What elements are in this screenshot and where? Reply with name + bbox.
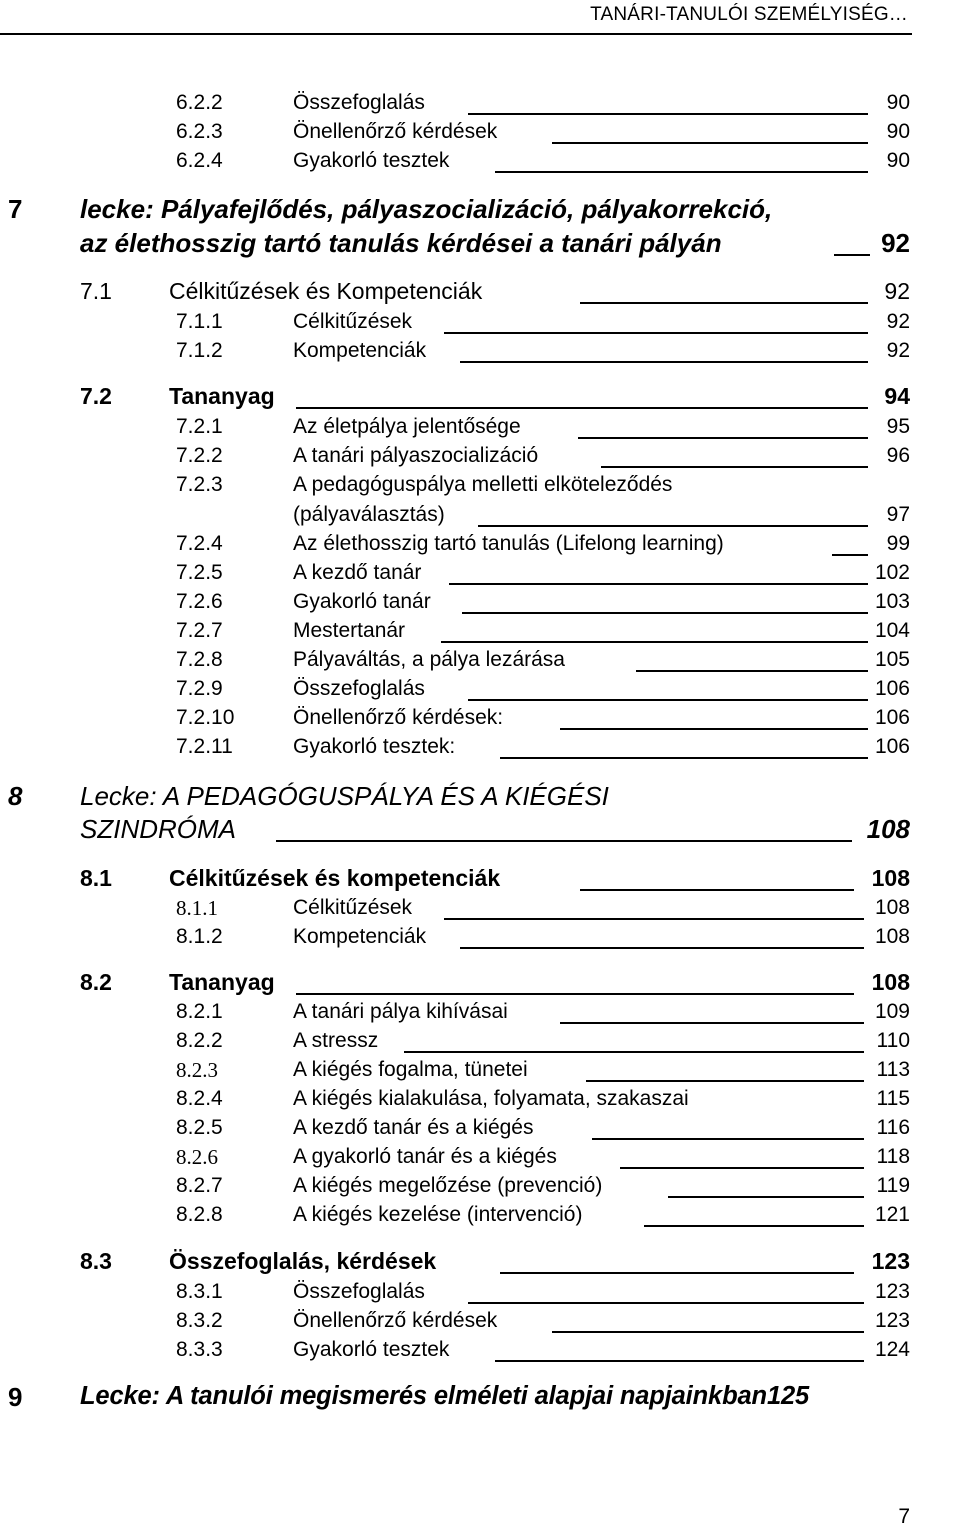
toc-entry-title-line1: A pedagóguspálya melletti elköteleződés [293, 473, 673, 496]
toc-entry-number: 8.3.3 [176, 1338, 223, 1361]
toc-entry-title-line2: (pályaválasztás) [293, 503, 445, 526]
toc-entry-number: 8.2.3 [176, 1058, 218, 1082]
toc-entry[interactable] [0, 925, 960, 951]
toc-entry[interactable] [0, 444, 960, 470]
toc-entry-number: 7.1.2 [176, 339, 223, 362]
toc-entry-page: 90 [886, 120, 910, 143]
toc-entry-page: 115 [876, 1087, 910, 1110]
toc-entry[interactable] [0, 706, 960, 732]
toc-entry-title: Gyakorló tanár [293, 590, 431, 613]
dot-leader [468, 113, 868, 115]
toc-entry-number: 8 [8, 781, 23, 811]
toc-entry[interactable] [0, 1280, 960, 1306]
toc-entry-title: Tananyag [169, 383, 275, 409]
toc-entry[interactable] [0, 590, 960, 616]
dot-leader [495, 171, 868, 173]
toc-entry[interactable] [0, 1029, 960, 1055]
toc-entry-page: 96 [886, 444, 910, 467]
toc-entry-number: 6.2.3 [176, 120, 223, 143]
toc-entry-title: Önellenőrző kérdések [293, 1309, 498, 1332]
dot-leader [580, 889, 854, 891]
toc-entry-page: 92 [886, 310, 910, 333]
toc-entry[interactable] [0, 1058, 960, 1084]
toc-section-entry[interactable] [0, 865, 960, 893]
dot-leader [586, 1080, 864, 1082]
toc-entry-number: 8.1 [80, 865, 112, 891]
toc-entry-number: 7.2.5 [176, 561, 223, 584]
toc-entry-title: Kompetenciák [293, 339, 427, 362]
toc-entry-number: 7.2.7 [176, 619, 223, 642]
dot-leader [832, 554, 868, 556]
toc-entry-title-line1: lecke: Pályafejlődés, pályaszocializáció, pályakorrekció, [80, 194, 773, 224]
dot-leader [620, 1167, 864, 1169]
toc-entry-title: Célkitűzések és kompetenciák [169, 865, 501, 891]
toc-entry-title: A kezdő tanár és a kiégés [293, 1116, 534, 1139]
toc-entry-number: 8.2.8 [176, 1203, 223, 1226]
toc-entry[interactable] [0, 310, 960, 336]
toc-entry-page: 108 [866, 814, 910, 844]
toc-entry-number: 7.1.1 [176, 310, 223, 333]
dot-leader [296, 993, 854, 995]
toc-entry[interactable] [0, 91, 960, 117]
toc-entry-page: 104 [874, 619, 910, 642]
toc-entry-title: Összefoglalás [293, 91, 425, 114]
dot-leader [460, 361, 868, 363]
toc-chapter-entry[interactable] [0, 781, 960, 849]
dot-leader [444, 332, 868, 334]
toc-entry-page: 106 [874, 677, 910, 700]
toc-entry[interactable] [0, 1309, 960, 1335]
dot-leader [500, 757, 868, 759]
toc-entry-title: Mestertanár [293, 619, 406, 642]
toc-entry-page: 123 [874, 1280, 910, 1303]
toc-entry-title: Összefoglalás [293, 1280, 425, 1303]
toc-entry[interactable] [0, 896, 960, 922]
toc-entry[interactable] [0, 120, 960, 146]
toc-entry-title: Kompetenciák [293, 925, 427, 948]
toc-entry[interactable] [0, 1145, 960, 1171]
toc-entry-title: Célkitűzések [293, 310, 413, 333]
toc-entry-number: 6.2.4 [176, 149, 223, 172]
toc-entry-page: 94 [884, 383, 910, 409]
toc-entry[interactable] [0, 1087, 960, 1113]
toc-entry-page: 123 [874, 1309, 910, 1332]
dot-leader [578, 437, 868, 439]
toc-entry-title: Célkitűzések és Kompetenciák [169, 278, 483, 304]
toc-entry[interactable] [0, 1203, 960, 1229]
dot-leader [601, 466, 868, 468]
toc-entry-page: 108 [874, 925, 910, 948]
toc-entry-number: 7.2.1 [176, 415, 223, 438]
toc-entry-title-line2: az élethosszig tartó tanulás kérdései a tanári pályán [80, 228, 722, 258]
toc-entry-number: 7.1 [80, 278, 112, 304]
toc-entry[interactable] [0, 735, 960, 761]
toc-entry-title: A kiégés fogalma, tünetei [293, 1058, 528, 1081]
toc-entry-title: Összefoglalás, kérdések [169, 1248, 437, 1274]
dot-leader [552, 1331, 864, 1333]
toc-entry-page: 105 [874, 648, 910, 671]
toc-entry-number: 7.2.6 [176, 590, 223, 613]
toc-entry-title: A tanári pálya kihívásai [293, 1000, 508, 1023]
toc-entry-title: A gyakorló tanár és a kiégés [293, 1145, 557, 1168]
toc-entry-title: A kiégés kialakulása, folyamata, szakaszai [293, 1087, 689, 1110]
toc-entry-page: 90 [886, 91, 910, 114]
dot-leader [834, 254, 870, 256]
toc-entry-title: A kezdő tanár [293, 561, 422, 584]
toc-entry-page: 103 [874, 590, 910, 613]
toc-entry-page: 124 [874, 1338, 910, 1361]
dot-leader [276, 840, 852, 842]
toc-entry-page: 113 [876, 1058, 910, 1081]
toc-entry-title: Összefoglalás [293, 677, 425, 700]
toc-entry[interactable] [0, 532, 960, 558]
toc-section-entry[interactable] [0, 969, 960, 997]
toc-entry-page: 121 [874, 1203, 910, 1226]
toc-entry-title: Gyakorló tesztek [293, 1338, 450, 1361]
toc-entry-title: Önellenőrző kérdések: [293, 706, 504, 729]
dot-leader [560, 1022, 864, 1024]
dot-leader [580, 302, 868, 304]
toc-section-entry[interactable] [0, 383, 960, 411]
dot-leader [478, 525, 868, 527]
toc-entry-number: 8.2.7 [176, 1174, 223, 1197]
running-header-title: TANÁRI-TANULÓI SZEMÉLYISÉG… [590, 4, 908, 25]
dot-leader [552, 142, 868, 144]
dot-leader [560, 728, 868, 730]
toc-entry-page: 119 [876, 1174, 910, 1197]
toc-entry[interactable] [0, 1000, 960, 1026]
toc-entry-number: 7.2.3 [176, 473, 223, 496]
dot-leader [441, 641, 868, 643]
toc-entry-title: Lecke: A tanulói megismerés elméleti alapjai napjainkban125 [80, 1382, 810, 1410]
dot-leader [449, 583, 868, 585]
toc-entry-page: 92 [881, 228, 910, 258]
toc-chapter-entry[interactable] [0, 194, 960, 264]
toc-entry-number: 8.2 [80, 969, 112, 995]
toc-entry[interactable] [0, 1116, 960, 1142]
toc-entry-number: 8.2.5 [176, 1116, 223, 1139]
toc-entry-number: 7.2.9 [176, 677, 223, 700]
toc-entry-title-line1: Lecke: A PEDAGÓGUSPÁLYA ÉS A KIÉGÉSI [80, 781, 609, 811]
toc-entry-page: 90 [886, 149, 910, 172]
toc-entry-page: 108 [871, 969, 910, 995]
toc-entry-number: 8.3.1 [176, 1280, 223, 1303]
toc-entry[interactable] [0, 149, 960, 175]
toc-entry[interactable] [0, 677, 960, 703]
toc-entry-number: 7.2.11 [176, 735, 233, 758]
toc-entry-page: 95 [886, 415, 910, 438]
toc-entry-number: 7.2.8 [176, 648, 223, 671]
dot-leader [468, 699, 868, 701]
toc-entry-title: Pályaváltás, a pálya lezárása [293, 648, 565, 671]
toc-entry-page: 92 [884, 278, 910, 304]
toc-chapter-entry[interactable] [0, 1382, 960, 1414]
toc-entry-number: 8.2.2 [176, 1029, 223, 1052]
toc-entry-number: 7.2.4 [176, 532, 223, 555]
toc-entry-title: A tanári pályaszocializáció [293, 444, 539, 467]
toc-entry-number: 7.2 [80, 383, 112, 409]
toc-entry-number: 8.2.1 [176, 1000, 223, 1023]
dot-leader [296, 407, 868, 409]
toc-entry[interactable] [0, 1174, 960, 1200]
toc-entry-title: A kiégés megelőzése (prevenció) [293, 1174, 603, 1197]
toc-section-entry[interactable] [0, 278, 960, 306]
toc-entry-page: 99 [886, 532, 910, 555]
toc-entry-number: 8.2.4 [176, 1087, 223, 1110]
toc-entry-title: Az élethosszig tartó tanulás (Lifelong learning) [293, 532, 724, 555]
toc-entry-title: A stressz [293, 1029, 379, 1052]
toc-entry-number: 7.2.10 [176, 706, 235, 729]
toc-entry-page: 92 [886, 339, 910, 362]
toc-entry[interactable] [0, 1338, 960, 1364]
dot-leader [636, 670, 868, 672]
toc-entry-number: 8.3.2 [176, 1309, 223, 1332]
toc-entry-page: 106 [874, 706, 910, 729]
dot-leader [592, 1138, 864, 1140]
dot-leader [404, 1051, 864, 1053]
toc-entry-number: 7 [8, 194, 23, 224]
toc-entry[interactable] [0, 415, 960, 441]
page-number: 7 [898, 1505, 910, 1528]
toc-entry-page: 116 [876, 1116, 910, 1139]
toc-entry-number: 8.1.1 [176, 896, 218, 920]
toc-entry-title: Az életpálya jelentősége [293, 415, 521, 438]
dot-leader [460, 947, 864, 949]
toc-entry-number: 8.3 [80, 1248, 112, 1274]
toc-entry-title: Gyakorló tesztek [293, 149, 450, 172]
dot-leader [444, 918, 864, 920]
toc-entry-title: Gyakorló tesztek: [293, 735, 456, 758]
toc-entry-number: 9 [8, 1382, 23, 1412]
toc-entry-page: 110 [876, 1029, 910, 1052]
toc-entry-number: 8.2.6 [176, 1145, 218, 1169]
toc-entry-title: Önellenőrző kérdések [293, 120, 498, 143]
dot-leader [495, 1360, 864, 1362]
toc-section-entry[interactable] [0, 1248, 960, 1276]
toc-entry-page: 106 [874, 735, 910, 758]
toc-entry-title: Tananyag [169, 969, 275, 995]
toc-entry[interactable] [0, 473, 960, 531]
toc-entry-page: 102 [874, 561, 910, 584]
toc-entry-title: A kiégés kezelése (intervenció) [293, 1203, 583, 1226]
toc-entry[interactable] [0, 648, 960, 674]
dot-leader [500, 1272, 854, 1274]
toc-entry-number: 6.2.2 [176, 91, 223, 114]
toc-entry-page: 97 [886, 503, 910, 526]
toc-entry-page: 118 [876, 1145, 910, 1168]
toc-entry-title-line2: SZINDRÓMA [80, 814, 236, 844]
toc-entry-page: 123 [871, 1248, 910, 1274]
toc-entry-page: 109 [874, 1000, 910, 1023]
toc-entry-title: Célkitűzések [293, 896, 413, 919]
toc-entry[interactable] [0, 561, 960, 587]
toc-entry-page: 108 [871, 865, 910, 891]
toc-entry[interactable] [0, 339, 960, 365]
toc-entry-number: 7.2.2 [176, 444, 223, 467]
dot-leader [668, 1196, 864, 1198]
dot-leader [468, 1302, 864, 1304]
toc-entry-number: 8.1.2 [176, 925, 223, 948]
toc-entry[interactable] [0, 619, 960, 645]
dot-leader [462, 612, 868, 614]
dot-leader [644, 1225, 864, 1227]
toc-entry-page: 108 [874, 896, 910, 919]
